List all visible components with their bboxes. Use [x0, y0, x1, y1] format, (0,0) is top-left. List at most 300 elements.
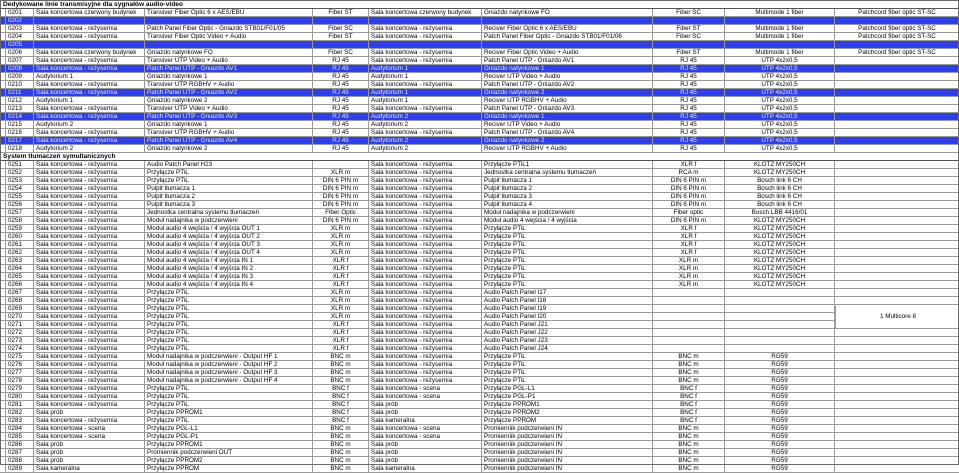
cell-dst: Sala koncertowa - reżysernia: [369, 25, 482, 32]
cell-src-conn: XLR m: [313, 313, 369, 320]
cell-dst-el: Reciver UTP Video + Audio: [482, 73, 653, 80]
cell-src-conn: RJ 45: [313, 129, 369, 136]
section-header: [0, 153, 959, 161]
cell-src-conn: XLR f: [313, 265, 369, 272]
cell-cable2: Patchcord fiber optic ST-SC: [858, 25, 936, 32]
cell-dst: Audytorium 1: [369, 97, 482, 104]
cell-src-el: Moduł nadajnika w podczerwieni - Output HF 2: [145, 361, 313, 368]
cell-dst-conn: BNC f: [653, 417, 725, 424]
cell-cable2: [835, 441, 959, 448]
table-row: [0, 401, 959, 409]
cell-id: 0281: [6, 401, 34, 408]
cell-src-el: Gniazdo natynkowe FO: [145, 49, 313, 56]
cell-cable: Bosch link 6 CH: [725, 177, 835, 184]
cell-cable: Bosch link 6 CH: [725, 193, 835, 200]
cell-dst-el: Reciver Fiber Optic 6 x AES/EBU: [482, 25, 653, 32]
cell-dst-el: Przyłącze PGL-P1: [482, 393, 653, 400]
cell-src-conn: BNC f: [313, 409, 369, 416]
cell-src: Sala koncertowa - reżysernia: [34, 249, 145, 256]
cell-dst-el: Przyłącze PTiL: [482, 361, 653, 368]
table-row: [0, 105, 959, 113]
cell-dst-el: Promiennik podczerwieni IN: [482, 465, 653, 472]
cell-dst: Sala kameralna: [369, 465, 482, 472]
cell-dst-conn: BNC m: [653, 369, 725, 376]
cell-id: 0275: [6, 353, 34, 360]
cell-src-el: Gniazdo natynkowe 1: [145, 73, 313, 80]
cell-id: 0261: [6, 241, 34, 248]
table-row: [0, 145, 959, 153]
table-row: [0, 225, 959, 233]
cell-cable: UTP 4x2x0,5: [725, 137, 835, 144]
cell-id: 0217: [6, 137, 34, 144]
cell-id: 0253: [6, 177, 34, 184]
cell-dst-el: Audio Patch Panel I19: [482, 305, 653, 312]
cell-id: 0285: [6, 433, 34, 440]
cell-dst-el: Audio Patch Panel I20: [482, 313, 653, 320]
cell-cable2: [835, 249, 959, 256]
cell-src: Sala koncertowa - reżysernia: [34, 113, 145, 120]
cell-src-conn: BNC m: [313, 353, 369, 360]
cell-src-el: Przyłącze PPROM1: [145, 441, 313, 448]
cell-cable2: [835, 409, 959, 416]
table-row: [0, 257, 959, 265]
cell-cable: UTP 4x2x0,5: [725, 105, 835, 112]
cell-src-el: Przyłącze PTiL: [145, 417, 313, 424]
cell-cable: Multimode 1 fiber: [725, 33, 835, 40]
cell-dst-conn: BNC m: [653, 377, 725, 384]
cell-dst-conn: BNC f: [653, 401, 725, 408]
cell-dst: Sala koncertowa - reżysernia: [369, 185, 482, 192]
cell-dst: Sala koncertowa - reżysernia: [369, 177, 482, 184]
cell-dst-el: Przyłącze PTiL: [482, 369, 653, 376]
cell-src-conn: BNC m: [313, 449, 369, 456]
cell-src-conn: BNC f: [313, 401, 369, 408]
cell-src-el: Gniazdo natynkowe 1: [145, 121, 313, 128]
cell-cable: Multimode 1 fiber: [725, 9, 835, 16]
cell-dst: Sala prób: [369, 401, 482, 408]
cell-cable: RG59: [725, 417, 835, 424]
cell-id: 0202: [6, 17, 34, 24]
table-row: [0, 209, 959, 217]
cell-src-conn: XLR m: [313, 297, 369, 304]
table-row: [0, 17, 959, 25]
cell-src-conn: Fiber SC: [313, 49, 369, 56]
cell-src-el: Transiver UTP RGBHV + Audio: [145, 129, 313, 136]
cell-dst-conn: XLR m: [653, 281, 725, 288]
cell-dst-el: Audio Patch Panel J22: [482, 329, 653, 336]
cell-dst-el: Pulpit tłumacza 3: [482, 193, 653, 200]
cell-dst-conn: DIN 6 PIN m: [653, 201, 725, 208]
cell-dst-el: Reciver UTP Video + Audio: [482, 121, 653, 128]
cell-src: Sala koncertowa - reżysernia: [34, 361, 145, 368]
cell-cable2: [835, 457, 959, 464]
cell-dst-el: Reciver UTP RGBHV + Audio: [482, 145, 653, 152]
table-row: [0, 305, 959, 313]
table-row: [0, 41, 959, 49]
cell-dst: Sala koncertowa - reżysernia: [369, 193, 482, 200]
cell-src-conn: Fiber ST: [313, 33, 369, 40]
cell-dst: Sala koncertowa - reżysernia: [369, 233, 482, 240]
cell-id: 0283: [6, 417, 34, 424]
cell-dst: Audytorium 1: [369, 89, 482, 96]
cell-dst-conn: RJ 45: [653, 57, 725, 64]
cell-dst-conn: Fiber SC: [653, 33, 725, 40]
cell-src-conn: XLR f: [313, 337, 369, 344]
cell-dst-conn: [653, 305, 725, 312]
cell-id: 0263: [6, 257, 34, 264]
cell-src-el: Przyłącze PPROM2: [145, 457, 313, 464]
cell-src-conn: RJ 45: [313, 73, 369, 80]
cell-cable: KLOTZ MY250CH: [725, 161, 835, 168]
cell-dst-el: Przyłącze PTiL: [482, 241, 653, 248]
cell-id: 0203: [6, 25, 34, 32]
cell-cable: RG59: [725, 465, 835, 472]
cell-cable2: [835, 209, 959, 216]
cell-dst-el: Przyłącze PPROM1: [482, 401, 653, 408]
cell-cable: Bosch link 6 CH: [725, 185, 835, 192]
cell-cable2: [835, 161, 959, 168]
cell-dst-el: Promiennik podczerwieni IN: [482, 441, 653, 448]
cell-id: 0256: [6, 201, 34, 208]
cell-cable: RG59: [725, 433, 835, 440]
cell-src-el: Patch Panel Fiber Optic - Gniazdo STB01/F01/05: [145, 25, 313, 32]
cell-dst-el: [482, 17, 653, 24]
cell-src-el: Patch Panel UTP - Gniazdo AV1: [145, 65, 313, 72]
cell-cable2: [835, 329, 959, 336]
cell-dst: Sala koncertowa - reżysernia: [369, 297, 482, 304]
table-row: [0, 377, 959, 385]
cell-cable: RG59: [725, 441, 835, 448]
cell-dst-el: Przyłącze PTiL: [482, 353, 653, 360]
cell-cable2: [835, 225, 959, 232]
cell-src-el: Przyłącze PPROM: [145, 465, 313, 472]
cell-dst: Sala koncertowa - reżysernia: [369, 337, 482, 344]
cell-cable: UTP 4x2x0,5: [725, 97, 835, 104]
cell-dst-conn: BNC f: [653, 409, 725, 416]
cell-dst-el: Moduł audio 4 wejścia / 4 wyjścia: [482, 217, 653, 224]
cell-src-conn: RJ 45: [313, 65, 369, 72]
cell-dst: Sala koncertowa - reżysernia: [369, 217, 482, 224]
cell-src: Sala koncertowa - reżysernia: [34, 161, 145, 168]
cell-src-el: Moduł audio 4 wejścia / 4 wyjścia IN 4: [145, 281, 313, 288]
cell-dst-conn: BNC m: [653, 449, 725, 456]
cell-src-conn: BNC f: [313, 393, 369, 400]
cell-src-el: Moduł audio 4 wejścia / 4 wyjścia OUT 2: [145, 233, 313, 240]
table-row: [0, 441, 959, 449]
table-row: [0, 33, 959, 41]
cell-cable2: [835, 393, 959, 400]
cell-src-conn: XLR m: [313, 225, 369, 232]
cell-src: Sala koncertowa - reżysernia: [34, 169, 145, 176]
table-row: [0, 97, 959, 105]
cell-dst-conn: [653, 289, 725, 296]
cell-dst: Sala koncertowa - reżysernia: [369, 249, 482, 256]
cell-dst: Sala koncertowa - reżysernia: [369, 329, 482, 336]
cell-dst: Sala koncertowa - reżysernia: [369, 105, 482, 112]
cell-src-conn: XLR f: [313, 345, 369, 352]
cell-cable: KLOTZ MY250CH: [725, 281, 835, 288]
cell-src-conn: Fiber SC: [313, 25, 369, 32]
cell-src: Sala koncertowa - reżysernia: [34, 385, 145, 392]
cell-src-el: Moduł audio 4 wejścia / 4 wyjścia OUT 3: [145, 241, 313, 248]
cell-dst-conn: [653, 297, 725, 304]
cell-src-conn: XLR f: [313, 329, 369, 336]
table-row: [0, 273, 959, 281]
cell-src: Sala koncertowa czerwony budynek: [34, 49, 145, 56]
cell-src: Sala koncertowa - reżysernia: [34, 393, 145, 400]
cell-id: 0268: [6, 297, 34, 304]
cell-dst-conn: RJ 45: [653, 89, 725, 96]
cell-dst-el: Reciver Fiber Optic Video + Audio: [482, 49, 653, 56]
cell-src: [34, 41, 145, 48]
cell-src-el: Moduł audio 4 wejścia / 4 wyjścia IN 1: [145, 257, 313, 264]
table-row: [0, 457, 959, 465]
cell-cable2: Patchcord fiber optic ST-SC: [858, 33, 936, 40]
table-row: [0, 297, 959, 305]
cell-cable2: [835, 369, 959, 376]
cell-src: Sala kameralna: [34, 465, 145, 472]
cell-dst-el: Patch Panel UTP - Gniazdo AV4: [482, 129, 653, 136]
cell-cable2: [835, 401, 959, 408]
cell-src-conn: RJ 45: [313, 81, 369, 88]
cell-src-el: Moduł nadajnika w podczerwieni - Output HF 1: [145, 353, 313, 360]
cell-src: Sala koncertowa - reżysernia: [34, 137, 145, 144]
table-row: [0, 193, 959, 201]
cell-dst-conn: Fiber optic: [653, 209, 725, 216]
cell-dst-conn: XLR f: [653, 249, 725, 256]
cell-src: Sala koncertowa - reżysernia: [34, 345, 145, 352]
cell-src-conn: DIN 6 PIN m: [313, 217, 369, 224]
cell-cable2: [835, 417, 959, 424]
cell-src-conn: BNC m: [313, 465, 369, 472]
cell-dst: Sala prób: [369, 441, 482, 448]
table-row: [0, 185, 959, 193]
cell-dst: Sala koncertowa - reżysernia: [369, 369, 482, 376]
cell-dst: Sala koncertowa - reżysernia: [369, 57, 482, 64]
cell-id: 0284: [6, 425, 34, 432]
cell-src-conn: [313, 17, 369, 24]
cell-cable: [725, 17, 835, 24]
cell-src: Sala koncertowa - reżysernia: [34, 321, 145, 328]
cell-dst-el: Gniazdo natynkowe 2: [482, 137, 653, 144]
cell-id: 0282: [6, 409, 34, 416]
cell-src-el: Przyłącze PTiL: [145, 393, 313, 400]
cell-cable: RG59: [725, 369, 835, 376]
cell-cable2: [835, 433, 959, 440]
cell-src-conn: RJ 45: [313, 105, 369, 112]
cell-cable: KLOTZ MY250CH: [725, 217, 835, 224]
cell-src: Sala koncertowa - reżysernia: [34, 401, 145, 408]
cell-id: 0287: [6, 449, 34, 456]
cell-id: 0274: [6, 345, 34, 352]
cell-src: Sala koncertowa - reżysernia: [34, 81, 145, 88]
cell-dst: Sala koncertowa - reżysernia: [369, 281, 482, 288]
cell-dst-el: Przyłącze PTiL: [482, 233, 653, 240]
cell-cable2: [835, 65, 959, 72]
table-row: [0, 241, 959, 249]
cell-cable2: [835, 121, 959, 128]
cell-cable: UTP 4x2x0,5: [725, 113, 835, 120]
cell-src-conn: BNC m: [313, 457, 369, 464]
cell-dst-conn: XLR f: [653, 241, 725, 248]
cell-src-el: Transiver UTP Video + Audio: [145, 57, 313, 64]
cell-id: 0266: [6, 281, 34, 288]
cell-cable2: [835, 97, 959, 104]
cell-dst-el: Audio Patch Panel J21: [482, 321, 653, 328]
cell-src: Sala prób: [34, 457, 145, 464]
cell-dst-conn: XLR f: [653, 225, 725, 232]
cell-cable2: [835, 89, 959, 96]
cell-src-el: Przyłącze PTiL: [145, 305, 313, 312]
cell-src-el: Promiennik podczerwieni OUT: [145, 449, 313, 456]
table-row: [0, 73, 959, 81]
cell-src-el: Moduł audio 4 wejścia / 4 wyjścia OUT 4: [145, 249, 313, 256]
cell-cable: RG59: [725, 353, 835, 360]
cell-src: Sala koncertowa - reżysernia: [34, 265, 145, 272]
cell-cable: [725, 321, 835, 328]
cell-cable: UTP 4x2x0,5: [725, 121, 835, 128]
cell-dst: Sala koncertowa - reżysernia: [369, 33, 482, 40]
cell-dst-el: Przyłącze PTiL1: [482, 161, 653, 168]
cell-src: Sala koncertowa - reżysernia: [34, 313, 145, 320]
cell-src-conn: XLR m: [313, 249, 369, 256]
cell-src-conn: RJ 45: [313, 89, 369, 96]
cell-cable: KLOTZ MY250CH: [725, 265, 835, 272]
cell-src-conn: XLR m: [313, 169, 369, 176]
cell-src: Sala koncertowa - reżysernia: [34, 65, 145, 72]
cell-dst: Audytorium 2: [369, 145, 482, 152]
cell-dst-el: Pulpit tłumacza 1: [482, 177, 653, 184]
cell-src-el: Przyłącze PGL-P1: [145, 433, 313, 440]
cell-src-el: Patch Panel UTP - Gniazdo AV4: [145, 137, 313, 144]
cell-id: 0254: [6, 185, 34, 192]
cell-dst-conn: RJ 45: [653, 105, 725, 112]
cell-dst: Sala koncertowa - scena: [369, 433, 482, 440]
cell-id: 0269: [6, 305, 34, 312]
cell-cable2: [835, 297, 959, 304]
cell-cable2: [835, 113, 959, 120]
cell-dst: Sala koncertowa - reżysernia: [369, 361, 482, 368]
cell-dst: Sala koncertowa - reżysernia: [369, 273, 482, 280]
cell-dst: Sala koncertowa - reżysernia: [369, 169, 482, 176]
cell-src-el: Transiver UTP Video + Audio: [145, 105, 313, 112]
table-row: [0, 169, 959, 177]
cell-dst-el: Gniazdo natynkowe 1: [482, 113, 653, 120]
table-row: [0, 57, 959, 65]
cell-dst-el: Przyłącze PTiL: [482, 225, 653, 232]
cell-cable2: [835, 449, 959, 456]
cell-dst-conn: RJ 45: [653, 97, 725, 104]
cell-src-el: Moduł audio 4 wejścia / 4 wyjścia IN 3: [145, 273, 313, 280]
cell-dst-el: Moduł nadajnika w podczerwieni: [482, 209, 653, 216]
cell-dst-conn: BNC m: [653, 457, 725, 464]
table-row: [0, 329, 959, 337]
cell-src: Sala koncertowa - reżysernia: [34, 193, 145, 200]
cell-id: 0204: [6, 33, 34, 40]
cell-src: Sala koncertowa - reżysernia: [34, 217, 145, 224]
cell-cable2: [835, 257, 959, 264]
cell-src-el: Gniazdo natynkowe 2: [145, 97, 313, 104]
cell-dst-conn: XLR f: [653, 233, 725, 240]
cell-dst-el: Promiennik podczerwieni IN: [482, 433, 653, 440]
cell-id: 0255: [6, 193, 34, 200]
cell-src-el: Przyłącze PTiL: [145, 177, 313, 184]
cell-cable: KLOTZ MY250CH: [725, 249, 835, 256]
cell-dst-conn: BNC m: [653, 353, 725, 360]
cell-cable: [725, 289, 835, 296]
cell-src-el: [145, 17, 313, 24]
cell-dst: Sala prób: [369, 449, 482, 456]
cell-src-conn: RJ 45: [313, 145, 369, 152]
cell-id: 0264: [6, 265, 34, 272]
cell-dst: Sala koncertowa - reżysernia: [369, 289, 482, 296]
cell-cable: KLOTZ MY250CH: [725, 225, 835, 232]
cell-cable: [725, 41, 835, 48]
cell-id: 0213: [6, 105, 34, 112]
cell-cable: [725, 337, 835, 344]
cell-src-el: Przyłącze PGL-L1: [145, 425, 313, 432]
cell-dst: Sala koncertowa - reżysernia: [369, 81, 482, 88]
cell-cable2: [835, 233, 959, 240]
cell-id: 0218: [6, 145, 34, 152]
cell-src: Sala koncertowa - reżysernia: [34, 369, 145, 376]
table-row: [0, 369, 959, 377]
cell-cable2: [835, 193, 959, 200]
table-row: [0, 177, 959, 185]
cell-cable: RG59: [725, 449, 835, 456]
cell-cable2: Patchcord fiber optic ST-SC: [858, 49, 936, 56]
cell-src-conn: Fiber Optic: [313, 209, 369, 216]
cell-src-conn: DIN 6 PIN m: [313, 201, 369, 208]
cell-dst-conn: Fiber SC: [653, 9, 725, 16]
cell-src-el: Transiver Fiber Optic Video + Audio: [145, 33, 313, 40]
cell-cable: Bosch link 6 CH: [725, 201, 835, 208]
cell-src: Sala koncertowa - reżysernia: [34, 185, 145, 192]
cell-dst: Sala prób: [369, 409, 482, 416]
cell-src-conn: BNC m: [313, 369, 369, 376]
table-row: [0, 161, 959, 169]
cell-src-conn: BNC m: [313, 441, 369, 448]
cell-cable2: [835, 105, 959, 112]
cell-dst: Sala koncertowa czerwony budynek: [369, 9, 482, 16]
cell-src: Sala koncertowa - reżysernia: [34, 209, 145, 216]
cell-src-conn: BNC m: [313, 425, 369, 432]
cell-cable: KLOTZ MY250CH: [725, 169, 835, 176]
cell-id: 0251: [6, 161, 34, 168]
cell-dst-conn: BNC m: [653, 433, 725, 440]
cell-src-el: Przyłącze PTiL: [145, 297, 313, 304]
cell-dst-el: Gniazdo natynkowe FO: [482, 9, 653, 16]
cell-dst-conn: BNC f: [653, 385, 725, 392]
cell-cable2: [835, 137, 959, 144]
cell-cable: UTP 4x2x0,5: [725, 145, 835, 152]
cell-cable: RG59: [725, 409, 835, 416]
cell-cable2: [835, 345, 959, 352]
cell-src: Sala koncertowa - reżysernia: [34, 201, 145, 208]
cell-src: Sala koncertowa - reżysernia: [34, 57, 145, 64]
cell-dst-el: Patch Panel UTP - Gniazdo AV1: [482, 57, 653, 64]
cell-cable: [725, 297, 835, 304]
cell-dst-conn: DIN 6 PIN m: [653, 177, 725, 184]
table-row: [0, 121, 959, 129]
table-row: [0, 265, 959, 273]
cell-dst-conn: RJ 45: [653, 65, 725, 72]
cell-dst-conn: [653, 313, 725, 320]
cell-src-el: Przyłącze PTiL: [145, 329, 313, 336]
cell-src: Audytorium 2: [34, 121, 145, 128]
table-row: [0, 81, 959, 89]
cell-cable2: [835, 265, 959, 272]
